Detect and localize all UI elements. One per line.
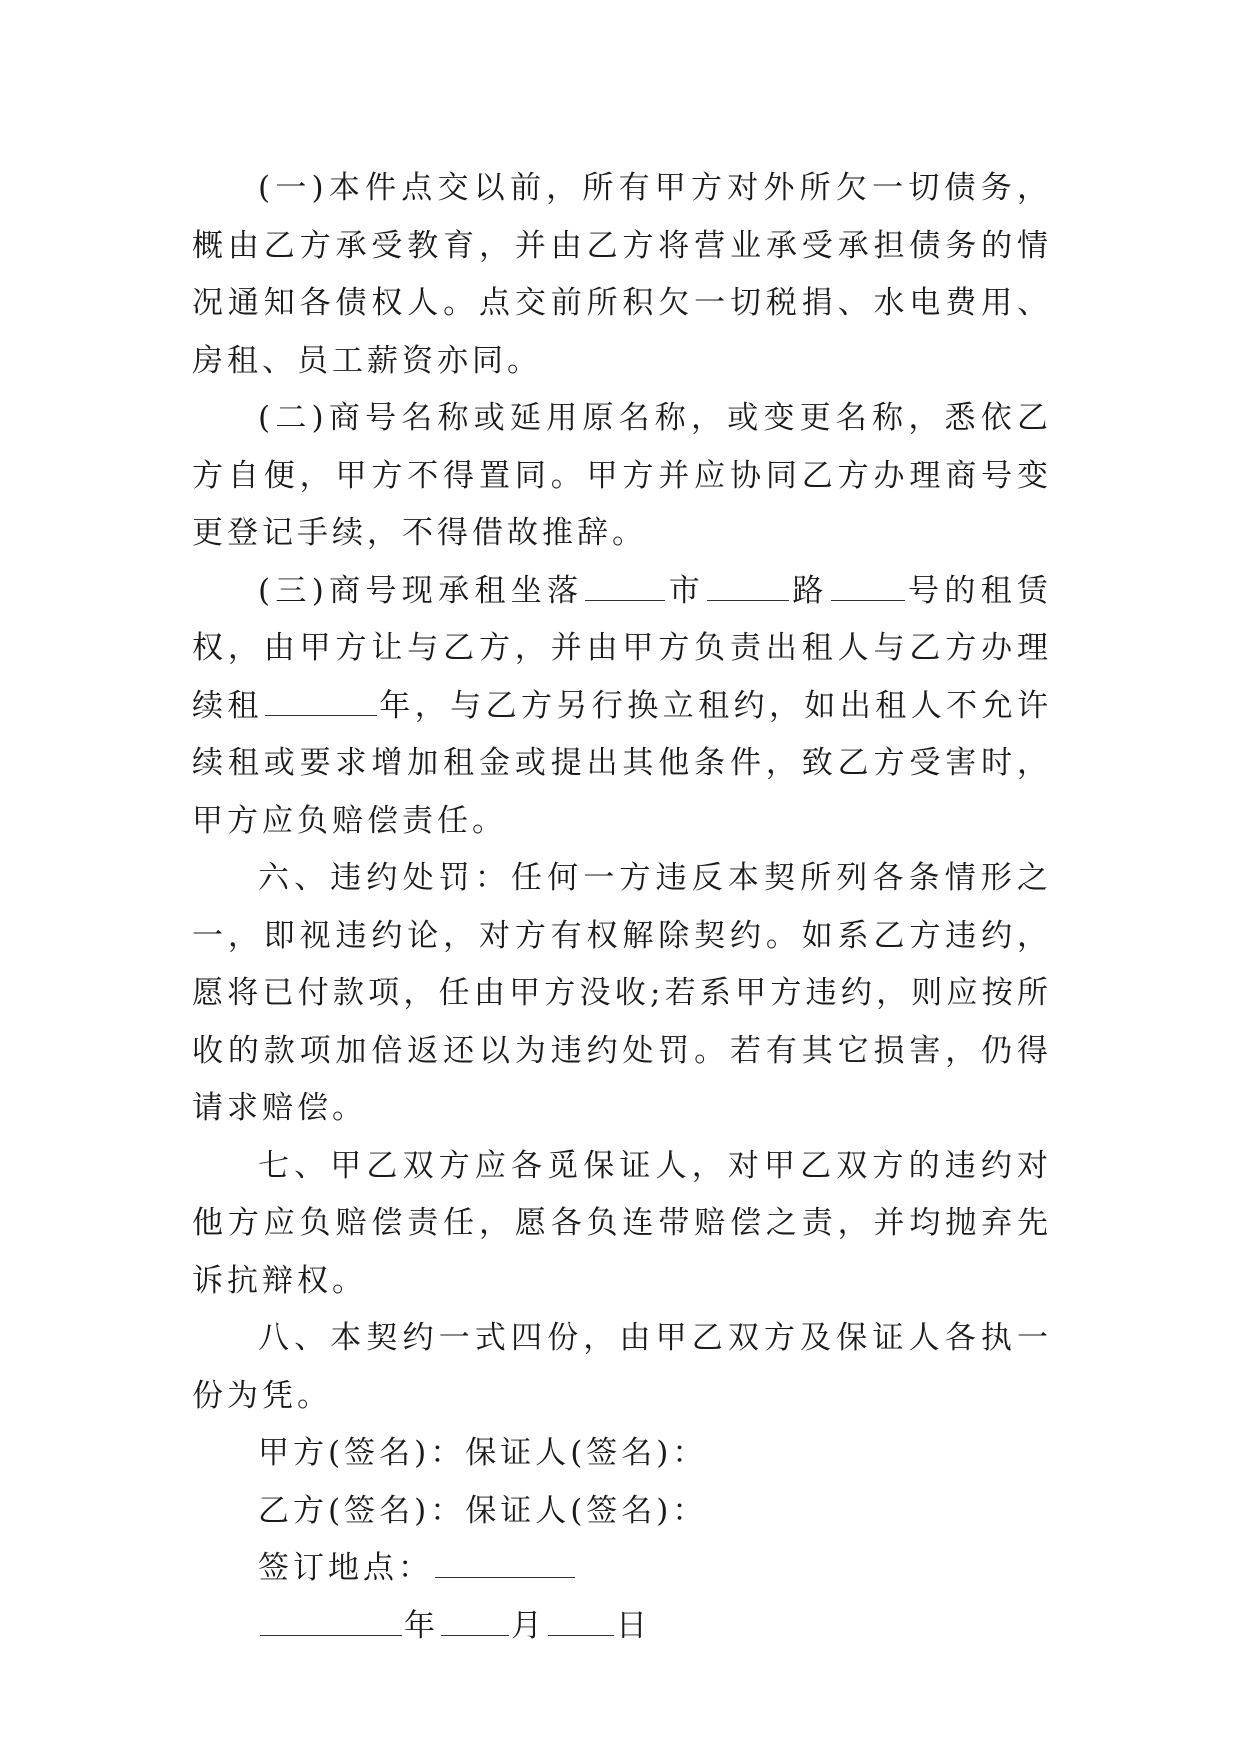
- section-6-breach-penalty: 六、违约处罚：任何一方违反本契所列各条情形之一，即视违约论，对方有权解除契约。如系乙方违约，愿将已付款项，任由甲方没收;若系甲方违约，则应按所收的款项加倍返还以为违约处罚。若有其它损害，仍得请求赔偿。: [192, 860, 1052, 1126]
- clause-3-text-e: 年，与乙方另行换立租约，如出租人不允许续租或要求增加租金或提出其他条件，致乙方受害时，甲方应负赔偿责任。: [192, 687, 1053, 839]
- section-8-copies: 八、本契约一式四份，由甲乙双方及保证人各执一份为凭。: [192, 1320, 1052, 1414]
- signing-date-line: [192, 1598, 1052, 1656]
- year-label: 年: [404, 1607, 439, 1644]
- city-blank: [585, 572, 665, 601]
- month-blank: [441, 1607, 509, 1636]
- month-label: 月: [511, 1607, 546, 1644]
- year-blank: [260, 1607, 402, 1636]
- party-b-signature-line: 乙方(签名)：保证人(签名)：: [258, 1492, 708, 1529]
- day-blank: [548, 1607, 614, 1636]
- clause-2: (二)商号名称或延用原名称，或变更名称，悉依乙方自便，甲方不得置同。甲方并应协同乙方办理商号变更登记手续，不得借故推辞。: [192, 400, 1052, 551]
- clause-1: (一)本件点交以前，所有甲方对外所欠一切债务，概由乙方承受教育，并由乙方将营业承受承担债务的情况通知各债权人。点交前所积欠一切税捐、水电费用、房租、员工薪资亦同。: [192, 170, 1052, 379]
- signing-place-line: [192, 1540, 1052, 1598]
- renewal-years-blank: [265, 687, 377, 716]
- number-blank: [831, 572, 905, 601]
- clause-3-text-a: (三)商号现承租坐落: [258, 572, 584, 609]
- section-7-guarantors: 七、甲乙双方应各觅保证人，对甲乙双方的违约对他方应负赔偿责任，愿各负连带赔偿之责，并均抛弃先诉抗辩权。: [192, 1147, 1052, 1299]
- clause-3-text-c: 路: [791, 572, 829, 609]
- clause-3-text-d: 号的租赁权，由甲方让与乙方，并由甲方负责出租人与乙方办理续租: [192, 572, 1053, 724]
- clause-3: [192, 563, 1052, 851]
- clause-3-text-b: 市: [667, 572, 706, 609]
- day-label: 日: [616, 1607, 651, 1644]
- signing-place-label: 签订地点：: [258, 1550, 433, 1586]
- signing-place-blank: [435, 1549, 575, 1578]
- contract-body: [192, 160, 1052, 1655]
- road-blank: [707, 572, 789, 601]
- party-a-signature-line: 甲方(签名)：保证人(签名)：: [258, 1435, 708, 1471]
